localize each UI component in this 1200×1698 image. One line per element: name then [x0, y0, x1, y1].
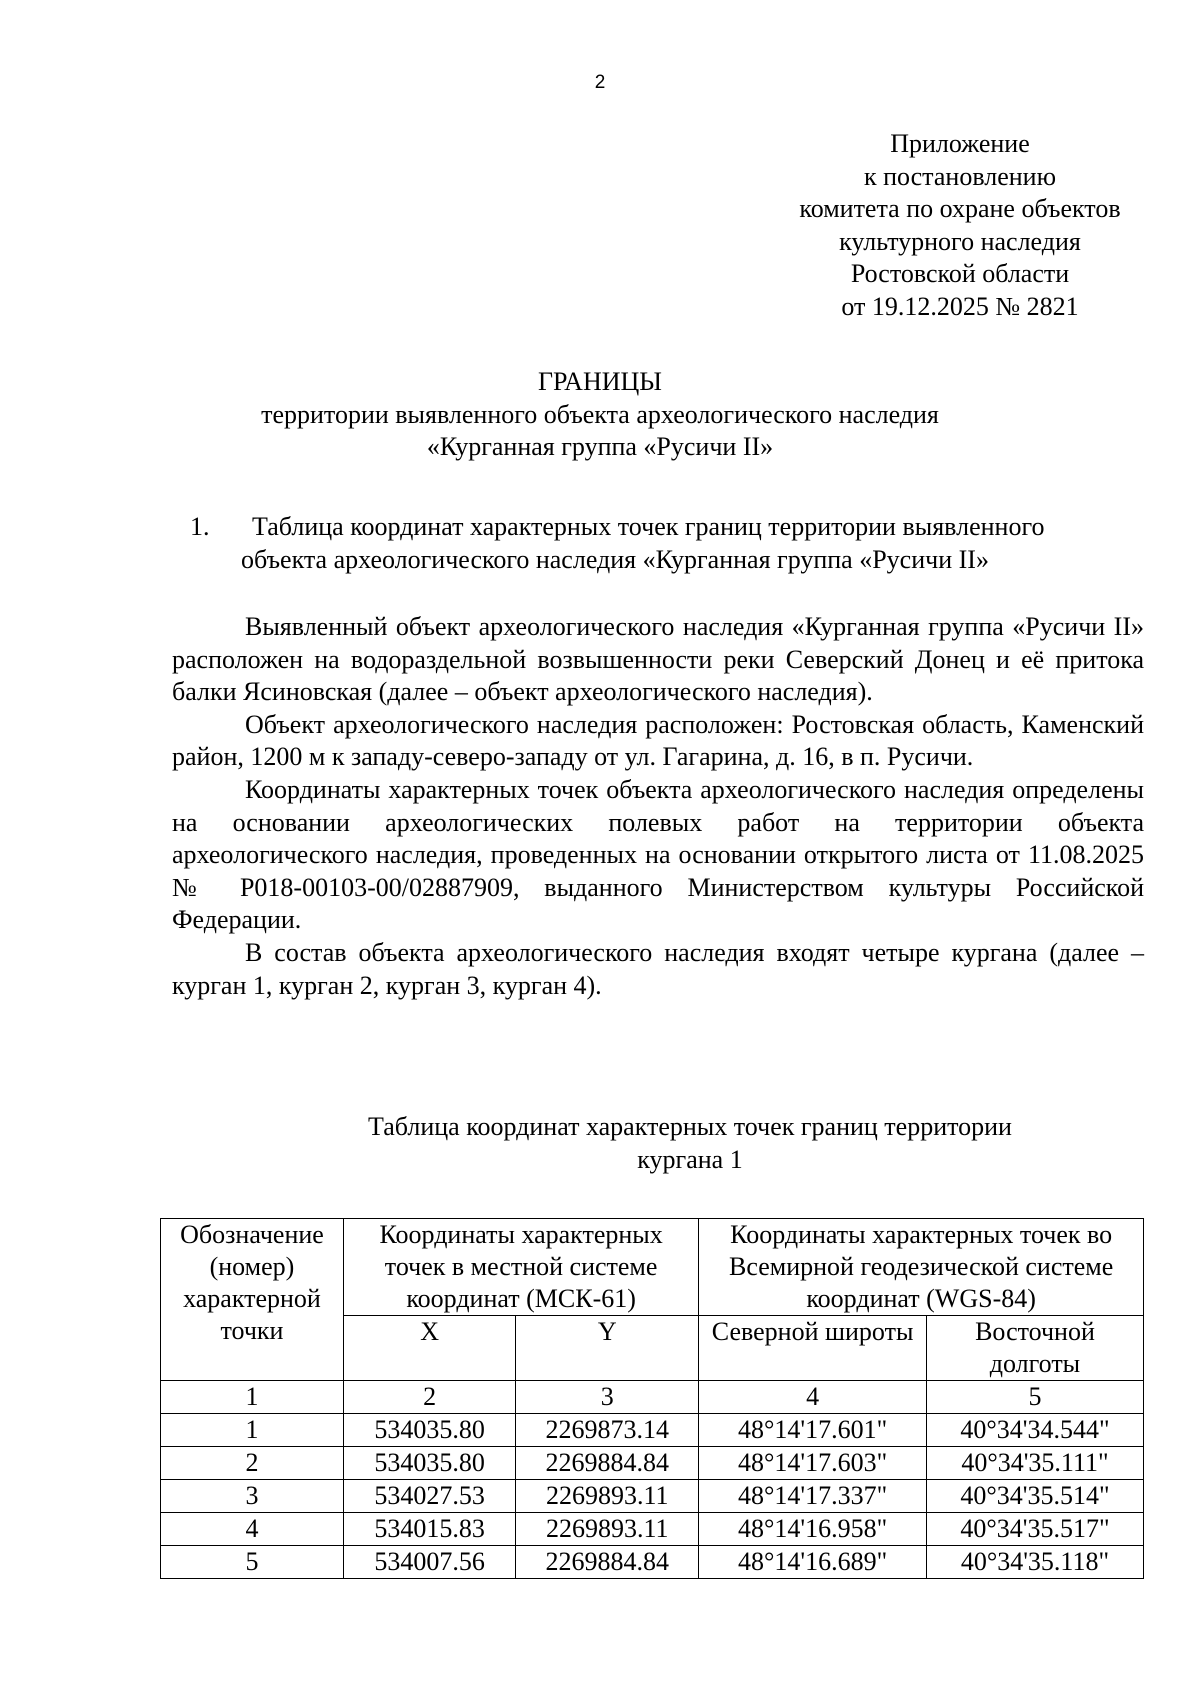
- coord-y: 2269884.84: [516, 1447, 699, 1480]
- header-point: Обозначение (номер) характерной точки: [161, 1219, 344, 1381]
- table-row: [161, 1546, 1144, 1579]
- appendix-line: комитета по охране объектов: [799, 194, 1121, 223]
- coord-y: 2269873.14: [516, 1414, 699, 1447]
- coord-lon: 40°34'35.517": [926, 1513, 1143, 1546]
- column-number: 2: [343, 1381, 515, 1414]
- appendix-line: Ростовской области: [850, 259, 1070, 288]
- section-title: [190, 511, 1150, 576]
- table-row: [161, 1480, 1144, 1513]
- title-heading: ГРАНИЦЫ: [538, 367, 662, 396]
- subheader-lon: Восточной долготы: [926, 1316, 1143, 1381]
- point-number: 2: [161, 1447, 344, 1480]
- subheader-x: X: [343, 1316, 515, 1381]
- coord-lon: 40°34'35.514": [926, 1480, 1143, 1513]
- page-number: 2: [594, 72, 606, 93]
- point-number: 5: [161, 1546, 344, 1579]
- header-wgs: Координаты характерных точек во Всемирной геодезической системе координат (WGS-84): [699, 1219, 1144, 1316]
- table-row: [161, 1447, 1144, 1480]
- appendix-block: [760, 128, 1160, 323]
- appendix-line: Приложение: [890, 129, 1030, 158]
- column-number-row: [161, 1381, 1144, 1414]
- column-number: 1: [161, 1381, 344, 1414]
- section-title-line: объекта археологического наследия «Курганная группа «Русичи II»: [241, 544, 989, 574]
- table-row: [161, 1513, 1144, 1546]
- section-heading: [190, 511, 1150, 576]
- coordinates-table: [160, 1218, 1144, 1579]
- coord-lon: 40°34'35.111": [926, 1447, 1143, 1480]
- paragraph: Объект археологического наследия расположен: Ростовская область, Каменский район, 1200 м к западу-северо-западу от ул. Гагарина, д. 16, в п. Русичи.: [172, 709, 1144, 772]
- paragraph: В состав объекта археологического наследия входят четыре кургана (далее – курган 1, курган 2, курган 3, курган 4).: [172, 937, 1144, 1000]
- column-number: 3: [516, 1381, 699, 1414]
- coord-y: 2269893.11: [516, 1480, 699, 1513]
- column-number: 4: [699, 1381, 927, 1414]
- table-caption-line: Таблица координат характерных точек границ территории: [368, 1112, 1012, 1141]
- coord-lat: 48°14'17.603": [699, 1447, 927, 1480]
- paragraph: Координаты характерных точек объекта археологического наследия определены на основании археологических полевых работ на территории объекта археологического наследия, проведенных на основании открытого листа от 11.08.2025 № Р018-00103-00/02887909, выданного Министерством культуры Российской Федерации.: [172, 774, 1144, 935]
- table-row: [161, 1414, 1144, 1447]
- subheader-y: Y: [516, 1316, 699, 1381]
- coord-lat: 48°14'16.689": [699, 1546, 927, 1579]
- coord-x: 534007.56: [343, 1546, 515, 1579]
- coord-x: 534027.53: [343, 1480, 515, 1513]
- paragraph: Выявленный объект археологического наследия «Курганная группа «Русичи II» расположен на водораздельной возвышенности реки Северский Донец и её притока балки Ясиновская (далее – объект археологического наследия).: [172, 612, 1144, 707]
- appendix-line: к постановлению: [863, 161, 1057, 191]
- coord-y: 2269884.84: [516, 1546, 699, 1579]
- section-title-line: Таблица координат характерных точек границ территории выявленного: [252, 512, 1045, 541]
- subheader-lat: Северной широты: [699, 1316, 927, 1381]
- title-object-name: «Курганная группа «Русичи II»: [426, 432, 774, 461]
- title-subtitle: территории выявленного объекта археологического наследия: [261, 399, 939, 429]
- coord-lon: 40°34'34.544": [926, 1414, 1143, 1447]
- coord-lat: 48°14'17.337": [699, 1480, 927, 1513]
- section-number: 1.: [190, 512, 210, 541]
- appendix-date: от 19.12.2025 № 2821: [841, 291, 1079, 321]
- table-caption: [300, 1111, 1080, 1176]
- document-title: [0, 366, 1200, 464]
- point-number: 4: [161, 1513, 344, 1546]
- point-number: 3: [161, 1480, 344, 1513]
- header-msk: Координаты характерных точек в местной системе координат (МСК-61): [343, 1219, 698, 1316]
- column-number: 5: [926, 1381, 1143, 1414]
- coord-x: 534035.80: [343, 1414, 515, 1447]
- appendix-line: культурного наследия: [839, 226, 1081, 256]
- coord-lat: 48°14'16.958": [699, 1513, 927, 1546]
- point-number: 1: [161, 1414, 344, 1447]
- coord-x: 534035.80: [343, 1447, 515, 1480]
- table-caption-line: кургана 1: [637, 1144, 743, 1174]
- coord-x: 534015.83: [343, 1513, 515, 1546]
- coord-lon: 40°34'35.118": [926, 1546, 1143, 1579]
- body-text: [172, 611, 1144, 1002]
- coord-y: 2269893.11: [516, 1513, 699, 1546]
- coord-lat: 48°14'17.601": [699, 1414, 927, 1447]
